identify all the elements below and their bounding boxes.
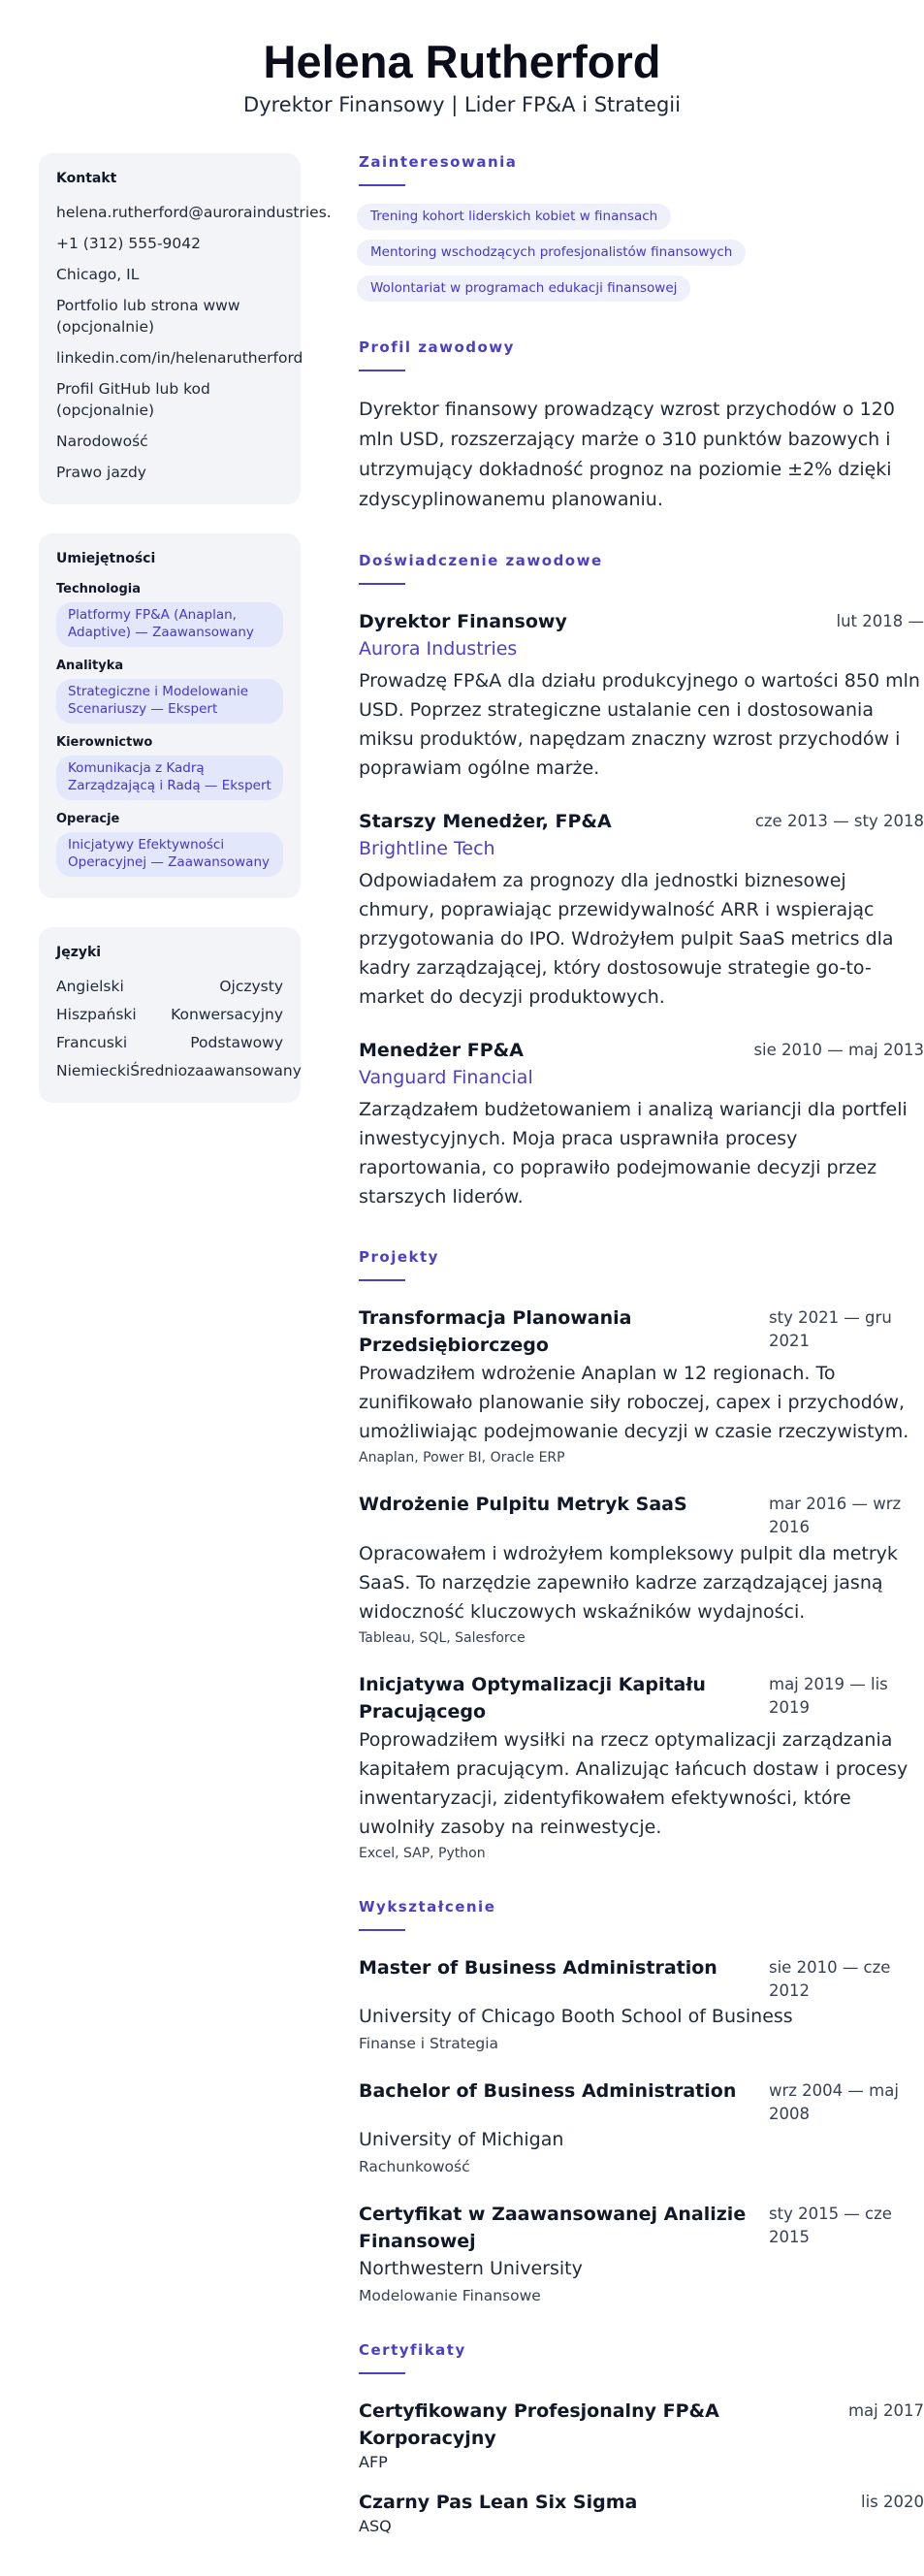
contact-phone[interactable]: +1 (312) 555-9042 <box>56 233 283 254</box>
job-description: Odpowiadałem za prognozy dla jednostki biznesowej chmury, poprawiając przewidywalność ARR i wspierając przygotowania do IPO. Wdrożyłem pulpit SaaS metrics dla kadry zarządzającej, który dostosowuje strategie go-to-market do decyzji produktowych. <box>359 866 924 1012</box>
languages-title: Języki <box>56 945 283 960</box>
language-name: Niemiecki <box>56 1060 130 1081</box>
profile-summary: Dyrektor finansowy prowadzący wzrost przychodów o 120 mln USD, rozszerzający marże o 310 punktów bazowych i utrzymujący dokładność prognoz na poziomie ±2% dzięki zdyscyplinowanemu planowaniu. <box>359 395 924 515</box>
experience-entry <box>359 808 924 1012</box>
language-level: Podstawowy <box>190 1032 283 1053</box>
contact-email[interactable]: helena.rutherford@auroraindustries. <box>56 202 283 223</box>
project-name: Wdrożenie Pulpitu Metryk SaaS <box>359 1491 727 1518</box>
project-description: Opracowałem i wdrożyłem kompleksowy pulpit dla metryk SaaS. To narzędzie zapewniło kadrze zarządzającej jasną widoczność kluczowych wskaźników wydajności. <box>359 1539 924 1626</box>
skill-category: Analityka <box>56 659 283 673</box>
field-of-study: Finanse i Strategia <box>359 2035 924 2052</box>
contact-github[interactable]: Profil GitHub lub kod (opcjonalnie) <box>56 378 283 421</box>
section-divider <box>359 583 405 585</box>
language-level: Ojczysty <box>219 976 283 997</box>
project-dates: maj 2019 — lis 2019 <box>769 1671 924 1720</box>
job-title: Menedżer FP&A <box>359 1037 524 1064</box>
resume-layout <box>39 153 885 2537</box>
skills-card <box>39 533 301 898</box>
section-title: Certyfikaty <box>359 2341 924 2359</box>
skill-pill: Strategiczne i Modelowanie Scenariuszy — Ekspert <box>56 679 283 724</box>
skill-group <box>56 582 283 647</box>
skill-category: Operacje <box>56 812 283 826</box>
section-title: Doświadczenie zawodowe <box>359 552 924 569</box>
experience-entry <box>359 608 924 783</box>
project-entry <box>359 1304 924 1465</box>
skill-category: Technologia <box>56 582 283 596</box>
section-title: Wykształcenie <box>359 1898 924 1916</box>
job-dates: sie 2010 — maj 2013 <box>753 1037 924 1062</box>
education-entry <box>359 1954 924 2052</box>
certification-date: maj 2017 <box>848 2398 924 2423</box>
interests-section <box>359 153 924 302</box>
project-entry <box>359 1491 924 1646</box>
project-name: Transformacja Planowania Przedsiębiorczego <box>359 1304 727 1359</box>
school-name: University of Michigan <box>359 2126 924 2154</box>
section-divider <box>359 2372 405 2374</box>
candidate-headline: Dyrektor Finansowy | Lider FP&A i Strategii <box>39 93 885 116</box>
contact-nationality: Narodowość <box>56 431 283 452</box>
skill-group <box>56 812 283 877</box>
entry-header <box>359 1491 924 1539</box>
skill-group <box>56 735 283 800</box>
job-title: Dyrektor Finansowy <box>359 608 567 635</box>
skill-category: Kierownictwo <box>56 735 283 750</box>
project-tech: Anaplan, Power BI, Oracle ERP <box>359 1450 924 1465</box>
skills-title: Umiejętności <box>56 551 283 566</box>
certification-entry <box>359 2489 924 2537</box>
project-description: Poprowadziłem wysiłki na rzecz optymalizacji zarządzania kapitałem pracującym. Analizując łańcuch dostaw i procesy inwentaryzacji, zidentyfikowałem efektywności, które uwolniły zasoby na reinwestycje. <box>359 1725 924 1842</box>
language-level: Średniozaawansowany <box>130 1060 302 1081</box>
section-divider <box>359 1929 405 1931</box>
certification-issuer: ASQ <box>359 2516 924 2537</box>
language-name: Angielski <box>56 976 124 997</box>
profile-section <box>359 338 924 515</box>
language-row <box>56 1032 283 1053</box>
education-dates: sie 2010 — cze 2012 <box>769 1954 924 2003</box>
project-dates: mar 2016 — wrz 2016 <box>769 1491 924 1539</box>
language-row <box>56 976 283 997</box>
certification-date: lis 2020 <box>861 2489 924 2514</box>
entry-header <box>359 1671 924 1725</box>
entry-header <box>359 2398 924 2452</box>
entry-header <box>359 608 924 635</box>
projects-section <box>359 1248 924 1861</box>
section-title: Projekty <box>359 1248 924 1266</box>
field-of-study: Modelowanie Finansowe <box>359 2287 924 2304</box>
experience-entry <box>359 1037 924 1211</box>
skill-group <box>56 659 283 724</box>
section-divider <box>359 1279 405 1281</box>
project-tech: Tableau, SQL, Salesforce <box>359 1630 924 1646</box>
job-description: Prowadzę FP&A dla działu produkcyjnego o wartości 850 mln USD. Poprzez strategiczne ustalanie cen i dostosowania miksu produktów, napędzam znaczny wzrost przychodów i poprawiam ogólne marże. <box>359 666 924 783</box>
entry-header <box>359 2489 924 2516</box>
project-description: Prowadziłem wdrożenie Anaplan w 12 regionach. To zunifikowało planowanie siły roboczej, capex i przychodów, umożliwiając podejmowanie decyzji w czasie rzeczywistym. <box>359 1359 924 1446</box>
school-name: University of Chicago Booth School of Business <box>359 2003 924 2031</box>
job-title: Starszy Menedżer, FP&A <box>359 808 612 835</box>
project-dates: sty 2021 — gru 2021 <box>769 1304 924 1353</box>
language-row <box>56 1004 283 1025</box>
certifications-section <box>359 2341 924 2537</box>
interest-tag: Wolontariat w programach edukacji finansowej <box>357 275 690 302</box>
languages-card <box>39 927 301 1103</box>
degree-name: Bachelor of Business Administration <box>359 2077 747 2105</box>
skill-pill: Inicjatywy Efektywności Operacyjnej — Zaawansowany <box>56 832 283 877</box>
company-name: Vanguard Financial <box>359 1064 924 1091</box>
language-row <box>56 1060 283 1081</box>
school-name: Northwestern University <box>359 2255 924 2283</box>
project-entry <box>359 1671 924 1861</box>
certification-issuer: AFP <box>359 2452 924 2473</box>
entry-header <box>359 1037 924 1064</box>
skill-pill: Platformy FP&A (Anaplan, Adaptive) — Zaawansowany <box>56 602 283 647</box>
contact-license: Prawo jazdy <box>56 462 283 483</box>
candidate-name: Helena Rutherford <box>39 35 885 89</box>
contact-location: Chicago, IL <box>56 264 283 285</box>
interest-tag: Mentoring wschodzących profesjonalistów finansowych <box>357 240 746 266</box>
education-section <box>359 1898 924 2304</box>
language-name: Francuski <box>56 1032 127 1053</box>
project-tech: Excel, SAP, Python <box>359 1846 924 1861</box>
job-description: Zarządzałem budżetowaniem i analizą wariancji dla portfeli inwestycyjnych. Moja praca usprawniła procesy raportowania, co poprawiło podejmowanie decyzji przez starszych liderów. <box>359 1095 924 1211</box>
skill-pill: Komunikacja z Kadrą Zarządzającą i Radą — Ekspert <box>56 756 283 800</box>
certification-name: Czarny Pas Lean Six Sigma <box>359 2489 637 2516</box>
degree-name: Master of Business Administration <box>359 1954 747 1981</box>
field-of-study: Rachunkowość <box>359 2158 924 2175</box>
company-name: Aurora Industries <box>359 635 924 662</box>
main-content <box>359 153 924 2537</box>
section-title: Profil zawodowy <box>359 338 924 356</box>
entry-header <box>359 2201 924 2255</box>
entry-header <box>359 1954 924 2003</box>
language-level: Konwersacyjny <box>171 1004 283 1025</box>
section-divider <box>359 184 405 186</box>
section-divider <box>359 370 405 371</box>
section-title: Zainteresowania <box>359 153 924 171</box>
education-entry <box>359 2201 924 2304</box>
experience-section <box>359 552 924 1211</box>
project-name: Inicjatywa Optymalizacji Kapitału Pracującego <box>359 1671 727 1725</box>
contact-portfolio[interactable]: Portfolio lub strona www (opcjonalnie) <box>56 295 283 338</box>
contact-title: Kontakt <box>56 171 283 186</box>
sidebar <box>39 153 301 2537</box>
contact-linkedin[interactable]: linkedin.com/in/helenarutherford <box>56 347 283 369</box>
entry-header <box>359 1304 924 1359</box>
job-dates: lut 2018 — <box>837 608 924 633</box>
education-dates: wrz 2004 — maj 2008 <box>769 2077 924 2126</box>
resume-header <box>39 35 885 116</box>
job-dates: cze 2013 — sty 2018 <box>755 808 924 833</box>
contact-card <box>39 153 301 504</box>
education-entry <box>359 2077 924 2175</box>
language-name: Hiszpański <box>56 1004 137 1025</box>
interest-tag: Trening kohort liderskich kobiet w finansach <box>357 204 671 230</box>
degree-name: Certyfikat w Zaawansowanej Analizie Finansowej <box>359 2201 747 2255</box>
certification-name: Certyfikowany Profesjonalny FP&A Korporacyjny <box>359 2398 833 2452</box>
education-dates: sty 2015 — cze 2015 <box>769 2201 924 2249</box>
entry-header <box>359 808 924 835</box>
certification-entry <box>359 2398 924 2473</box>
company-name: Brightline Tech <box>359 835 924 862</box>
entry-header <box>359 2077 924 2126</box>
